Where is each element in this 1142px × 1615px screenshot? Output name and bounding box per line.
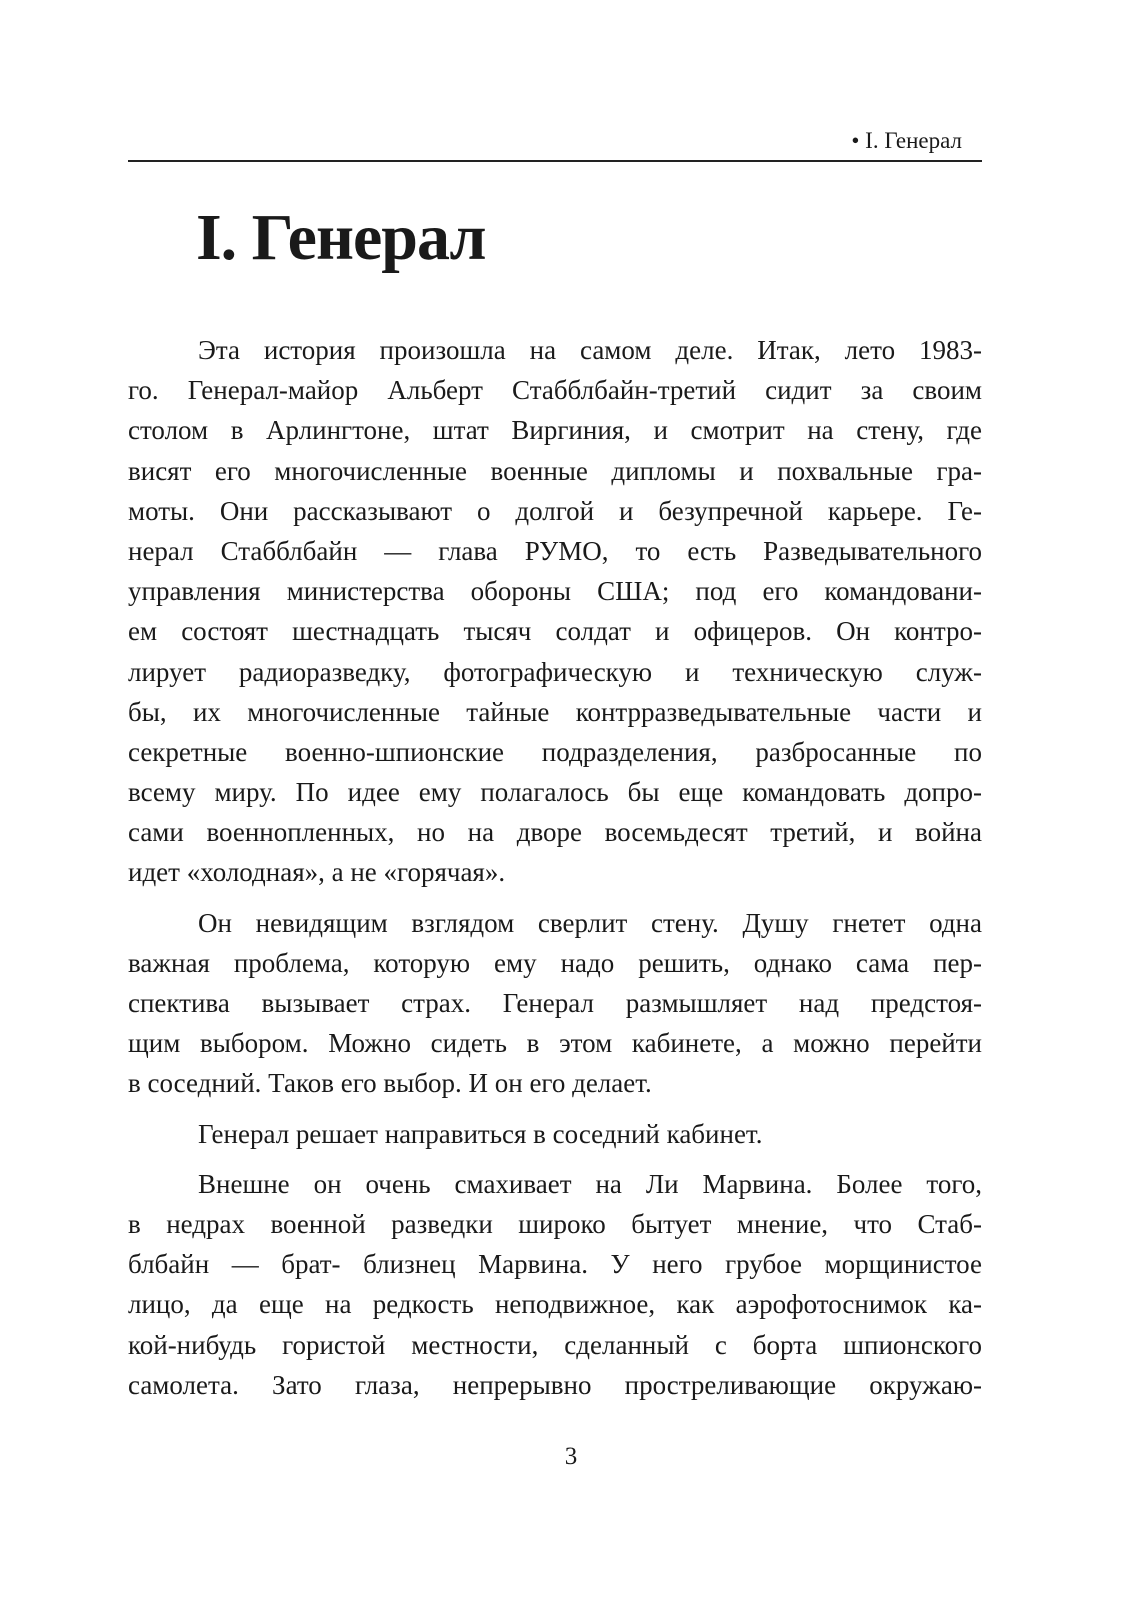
paragraph (128, 1114, 982, 1154)
text-line: сами военнопленных, но на дворе восемьдесят третий, и война (128, 817, 982, 848)
text-line: нерал Стабблбайн — глава РУМО, то есть Разведывательного (128, 535, 982, 566)
text-line: кой-нибудь гористой местности, сделанный с борта шпионского (128, 1329, 982, 1360)
text-line: самолета. Зато глаза, непрерывно простреливающие окружаю- (128, 1369, 982, 1400)
text-line: го. Генерал-майор Альберт Стабблбайн-третий сидит за своим (128, 375, 982, 406)
text-line: важная проблема, которую ему надо решить, однако сама пер- (128, 947, 982, 978)
text-line: моты. Они рассказывают о долгой и безупречной карьере. Ге- (128, 495, 982, 526)
text-line: Генерал решает направиться в соседний кабинет. (198, 1118, 763, 1149)
chapter-title: I. Генерал (196, 201, 486, 274)
text-line: спектива вызывает страх. Генерал размышляет над предстоя- (128, 988, 982, 1018)
header-rule (128, 160, 982, 162)
page-number: 3 (564, 1443, 578, 1470)
text-line: лицо, да еще на редкость неподвижное, как аэрофотоснимок ка- (128, 1289, 982, 1320)
text-line: идет «холодная», а не «горячая». (128, 857, 506, 888)
text-line: столом в Арлингтоне, штат Виргиния, и смотрит на стену, где (128, 415, 982, 446)
text-line: ем состоят шестнадцать тысяч солдат и офицеров. Он контро- (128, 616, 982, 647)
text-line: лирует радиоразведку, фотографическую и техническую служ- (128, 656, 982, 687)
paragraph (128, 903, 982, 1104)
paragraph (128, 330, 982, 893)
text-line: Внешне он очень смахивает на Ли Марвина. Более того, (198, 1168, 982, 1199)
text-line: в соседний. Таков его выбор. И он его делает. (128, 1068, 652, 1099)
text-line: секретные военно-шпионские подразделения, разбросанные по (128, 736, 982, 767)
running-header: • I. Генерал (851, 128, 962, 153)
text-line: управления министерства обороны США; под его командовани- (128, 576, 982, 607)
text-line: в недрах военной разведки широко бытует мнение, что Стаб- (128, 1208, 982, 1239)
text-line: блбайн — брат- близнец Марвина. У него грубое морщинистое (128, 1249, 982, 1280)
text-line: Он невидящим взглядом сверлит стену. Душу гнетет одна (198, 907, 982, 938)
text-line: щим выбором. Можно сидеть в этом кабинете, а можно перейти (128, 1028, 982, 1059)
text-line: бы, их многочисленные тайные контрразведывательные части и (128, 696, 982, 727)
body-text (128, 330, 982, 1415)
paragraph (128, 1164, 982, 1405)
text-line: всему миру. По идее ему полагалось бы еще командовать допро- (128, 777, 982, 808)
text-line: Эта история произошла на самом деле. Итак, лето 1983- (198, 335, 982, 365)
text-line: висят его многочисленные военные дипломы и похвальные гра- (128, 455, 982, 486)
